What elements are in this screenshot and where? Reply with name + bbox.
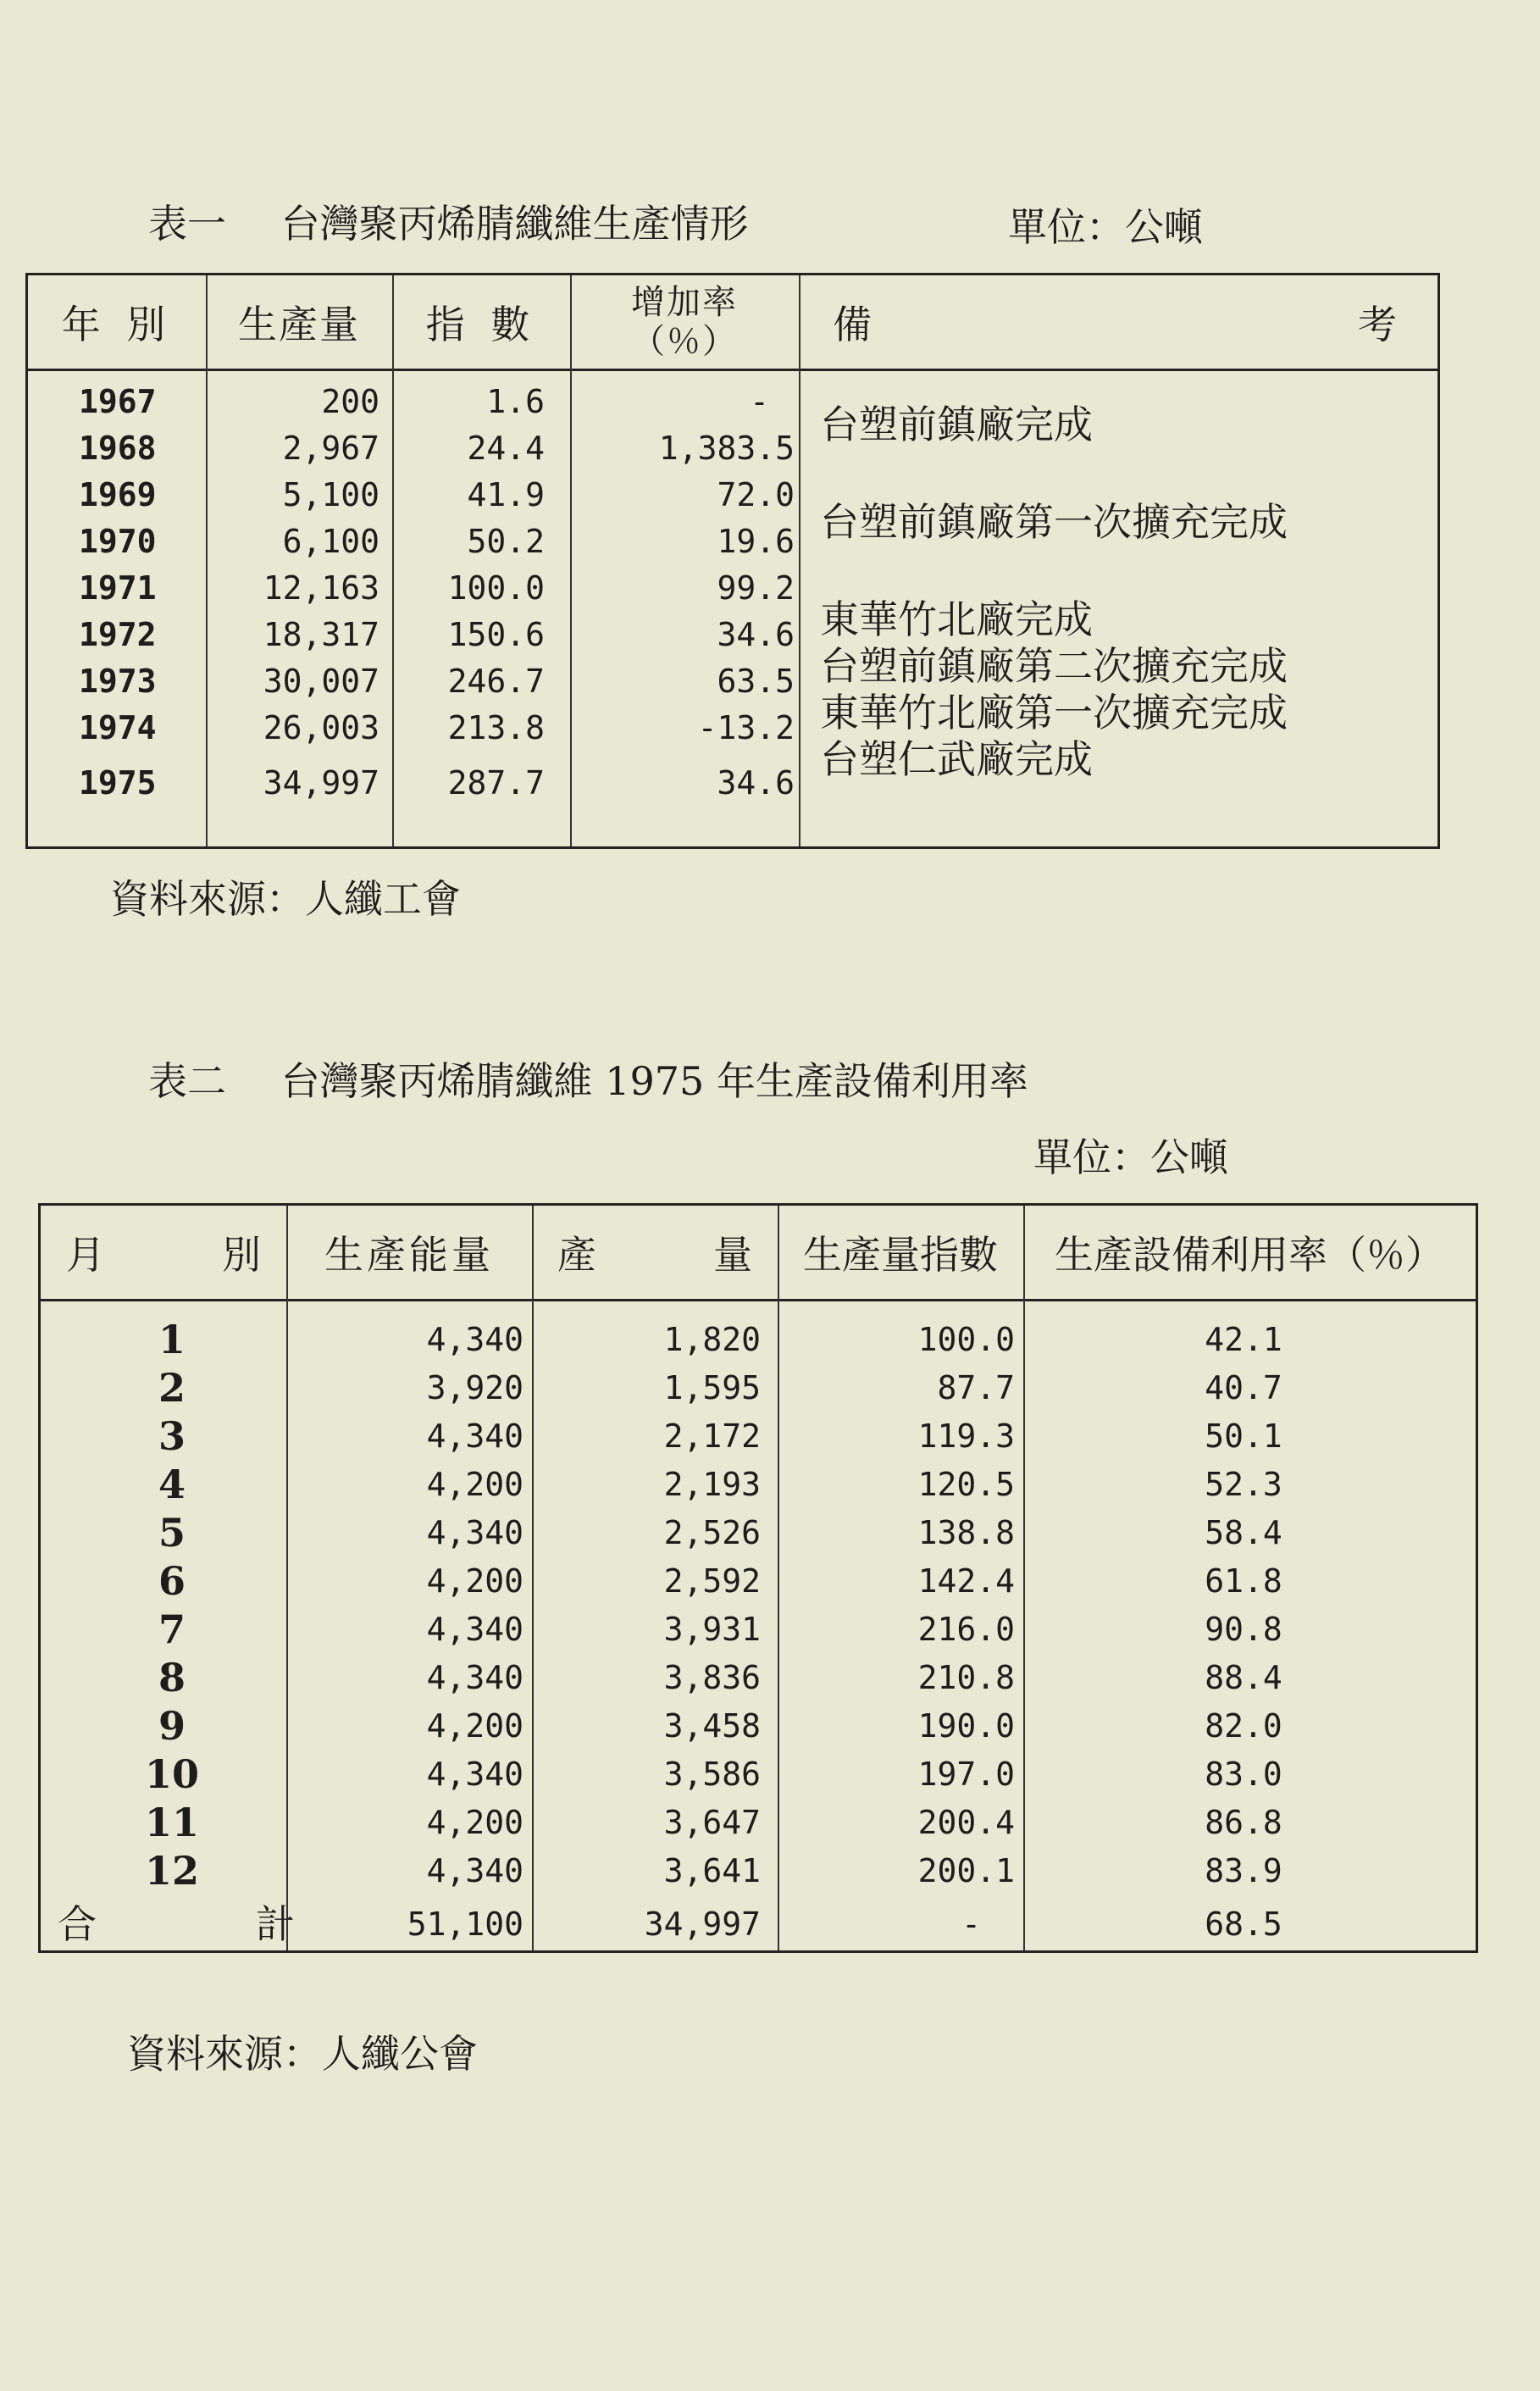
cell-year: 1968	[79, 430, 157, 467]
header-capacity: 生產能量	[324, 1232, 494, 1278]
cell-capacity: 4,200	[426, 1562, 523, 1600]
cell-production: 5,100	[282, 476, 379, 513]
cell-month: 12	[144, 1848, 199, 1894]
table1-title: 台灣聚丙烯腈纖維生產情形	[280, 201, 749, 247]
table2-header	[41, 1206, 1476, 1301]
remark-note: 台塑仁武廠完成	[820, 736, 1093, 782]
cell-rate: 72.0	[717, 476, 795, 513]
cell-utilization: 90.8	[1205, 1611, 1282, 1648]
table-row	[41, 1799, 1476, 1847]
cell-index: 87.7	[937, 1369, 1015, 1406]
cell-month: 4	[158, 1462, 186, 1507]
cell-production: 2,967	[282, 430, 379, 467]
cell-output: 2,172	[663, 1417, 761, 1455]
cell-index: 119.3	[917, 1417, 1015, 1455]
cell-index: 150.6	[447, 616, 545, 653]
cell-month: 1	[158, 1317, 186, 1362]
cell-index: 216.0	[917, 1611, 1015, 1648]
total-label	[58, 1900, 295, 1949]
table-row	[28, 425, 1438, 472]
total-label-a: 合	[58, 1901, 97, 1947]
cell-utilization: 86.8	[1205, 1804, 1282, 1841]
cell-month: 6	[158, 1558, 186, 1604]
table-row	[28, 379, 1438, 425]
cell-index: 120.5	[917, 1466, 1015, 1503]
table-row	[41, 1847, 1476, 1895]
cell-output: 2,193	[663, 1466, 761, 1503]
table-row	[41, 1364, 1476, 1412]
table-row	[41, 1316, 1476, 1364]
cell-month: 10	[144, 1751, 199, 1797]
cell-production: 30,007	[263, 663, 379, 700]
total-row	[41, 1900, 1476, 1949]
table2-unit: 單位：公噸	[1033, 1134, 1228, 1180]
table-row	[41, 1509, 1476, 1557]
cell-utilization: 82.0	[1205, 1707, 1282, 1745]
cell-index: 246.7	[447, 663, 545, 700]
header-output-b: 量	[713, 1232, 752, 1278]
header-year: 年 別	[61, 302, 173, 347]
table1	[25, 273, 1440, 849]
cell-capacity: 3,920	[426, 1369, 523, 1406]
cell-output: 3,641	[663, 1852, 761, 1889]
table1-source: 資料來源：人纖工會	[110, 876, 461, 922]
cell-production: 6,100	[282, 523, 379, 560]
cell-capacity: 4,340	[426, 1611, 523, 1648]
table2-body	[41, 1316, 1476, 1949]
cell-capacity: 51,100	[407, 1906, 523, 1943]
cell-year: 1974	[79, 709, 157, 746]
header-rate-label: 增加率	[631, 283, 738, 322]
cell-rate: 19.6	[717, 523, 795, 560]
cell-output: 2,526	[663, 1514, 761, 1551]
remark-note: 台塑前鎮廠第一次擴充完成	[820, 499, 1288, 545]
cell-utilization: 40.7	[1205, 1369, 1282, 1406]
cell-output: 34,997	[644, 1906, 761, 1943]
cell-rate: 34.6	[717, 616, 795, 653]
header-rate-unit: （％）	[631, 322, 738, 361]
cell-capacity: 4,340	[426, 1659, 523, 1696]
table1-number: 表一	[148, 201, 226, 247]
cell-capacity: 4,340	[426, 1852, 523, 1889]
cell-index: 50.2	[467, 523, 545, 560]
cell-capacity: 4,200	[426, 1707, 523, 1745]
cell-utilization: 88.4	[1205, 1659, 1282, 1696]
header-production: 生產量	[238, 302, 360, 347]
cell-production: 200	[321, 383, 379, 420]
header-remarks-a: 備	[833, 302, 878, 347]
table1-body	[28, 379, 1438, 807]
table2-caption	[148, 1051, 1028, 1107]
cell-capacity: 4,340	[426, 1756, 523, 1793]
cell-output: 3,586	[663, 1756, 761, 1793]
cell-index: 138.8	[917, 1514, 1015, 1551]
cell-utilization: 83.0	[1205, 1756, 1282, 1793]
cell-utilization: 50.1	[1205, 1417, 1282, 1455]
cell-year: 1972	[79, 616, 157, 653]
cell-month: 9	[158, 1703, 186, 1749]
table-row	[41, 1750, 1476, 1799]
cell-capacity: 4,340	[426, 1514, 523, 1551]
table1-header	[28, 275, 1438, 371]
cell-index: 190.0	[917, 1707, 1015, 1745]
table-row	[28, 565, 1438, 612]
table-row	[28, 760, 1438, 807]
cell-rate: 34.6	[717, 764, 795, 802]
table-row	[41, 1461, 1476, 1509]
header-month-b: 別	[222, 1232, 261, 1278]
cell-index: 213.8	[447, 709, 545, 746]
remark-note: 東華竹北廠完成	[820, 596, 1093, 642]
cell-year: 1969	[79, 476, 157, 513]
table2-source: 資料來源：人纖公會	[127, 2031, 478, 2077]
cell-capacity: 4,200	[426, 1466, 523, 1503]
cell-year: 1973	[79, 663, 157, 700]
table-row	[41, 1557, 1476, 1606]
cell-month: 3	[158, 1413, 186, 1459]
cell-capacity: 4,340	[426, 1417, 523, 1455]
cell-month: 11	[144, 1800, 199, 1845]
table2	[38, 1203, 1478, 1953]
cell-output: 3,458	[663, 1707, 761, 1745]
cell-utilization: 58.4	[1205, 1514, 1282, 1551]
table-row	[41, 1654, 1476, 1702]
cell-output: 3,647	[663, 1804, 761, 1841]
header-rate	[570, 275, 799, 369]
table2-title: 台灣聚丙烯腈纖維 1975 年生產設備利用率	[280, 1058, 1028, 1104]
cell-index: 100.0	[447, 569, 545, 607]
cell-rate: -13.2	[697, 709, 795, 746]
remark-note: 台塑前鎮廠第二次擴充完成	[820, 643, 1288, 689]
cell-index: 142.4	[917, 1562, 1015, 1600]
cell-month: 5	[158, 1510, 186, 1556]
cell-utilization: 68.5	[1205, 1906, 1282, 1943]
table1-unit: 單位：公噸	[1008, 204, 1203, 250]
cell-output: 1,595	[663, 1369, 761, 1406]
cell-year: 1971	[79, 569, 157, 607]
cell-month: 8	[158, 1655, 186, 1700]
cell-capacity: 4,340	[426, 1321, 523, 1358]
table-row	[41, 1702, 1476, 1750]
cell-index: 100.0	[917, 1321, 1015, 1358]
cell-production: 26,003	[263, 709, 379, 746]
cell-production: 34,997	[263, 764, 379, 802]
cell-output: 3,931	[663, 1611, 761, 1648]
cell-index: 200.1	[917, 1852, 1015, 1889]
cell-capacity: 4,200	[426, 1804, 523, 1841]
cell-rate: -	[750, 383, 769, 420]
cell-year: 1967	[79, 383, 157, 420]
cell-output: 2,592	[663, 1562, 761, 1600]
header-index: 指 數	[425, 302, 537, 347]
header-month-a: 月	[66, 1232, 105, 1278]
table-row	[41, 1606, 1476, 1654]
cell-output: 1,820	[663, 1321, 761, 1358]
table1-caption	[148, 193, 749, 249]
cell-production: 12,163	[263, 569, 379, 607]
cell-index: 200.4	[917, 1804, 1015, 1841]
cell-year: 1975	[79, 764, 157, 802]
table-row	[41, 1412, 1476, 1461]
cell-rate: 1,383.5	[658, 430, 795, 467]
total-label-b: 計	[256, 1901, 295, 1947]
cell-rate: 63.5	[717, 663, 795, 700]
header-remarks	[799, 275, 1438, 369]
table2-number: 表二	[148, 1058, 226, 1104]
header-index: 生產量指數	[803, 1232, 998, 1278]
remark-note: 台塑前鎮廠完成	[820, 402, 1093, 447]
cell-year: 1970	[79, 523, 157, 560]
remark-note: 東華竹北廠第一次擴充完成	[820, 690, 1288, 735]
cell-utilization: 83.9	[1205, 1852, 1282, 1889]
header-utilization: 生產設備利用率（％）	[1055, 1232, 1444, 1278]
cell-index: 197.0	[917, 1756, 1015, 1793]
cell-utilization: 52.3	[1205, 1466, 1282, 1503]
cell-utilization: 61.8	[1205, 1562, 1282, 1600]
cell-rate: 99.2	[717, 569, 795, 607]
cell-index: 41.9	[467, 476, 545, 513]
header-output-a: 產	[557, 1232, 596, 1278]
cell-index: 1.6	[486, 383, 545, 420]
cell-output: 3,836	[663, 1659, 761, 1696]
cell-index: 24.4	[467, 430, 545, 467]
cell-utilization: 42.1	[1205, 1321, 1282, 1358]
header-output	[532, 1206, 778, 1299]
cell-index: 287.7	[447, 764, 545, 802]
cell-index: 210.8	[917, 1659, 1015, 1696]
cell-production: 18,317	[263, 616, 379, 653]
header-remarks-b: 考	[1358, 302, 1404, 347]
cell-index: -	[961, 1906, 981, 1943]
cell-month: 2	[158, 1365, 186, 1411]
cell-month: 7	[158, 1606, 186, 1652]
header-month	[41, 1206, 286, 1299]
